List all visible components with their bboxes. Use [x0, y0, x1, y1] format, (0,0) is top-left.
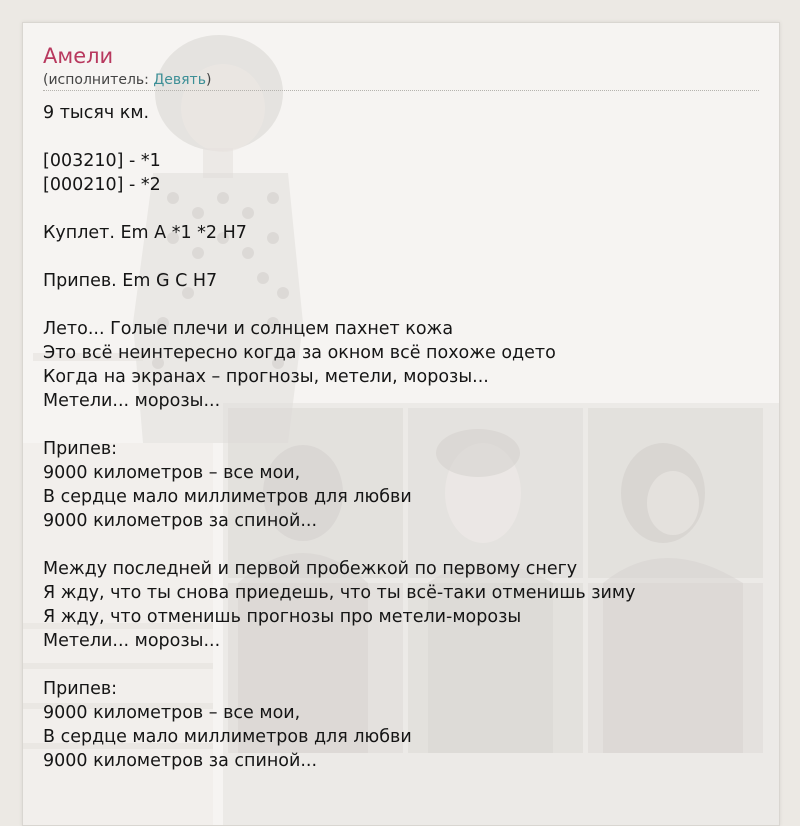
artist-prefix: (исполнитель:: [43, 72, 154, 88]
lyric-line: Припев:: [43, 439, 118, 459]
lyric-line: Я жду, что ты снова приедешь, что ты всё-таки отменишь зиму: [43, 583, 636, 603]
lyric-line: 9000 километров за спиной...: [43, 511, 318, 531]
lyric-line: Метели... морозы...: [43, 631, 221, 651]
lyric-line: Это всё неинтересно когда за окном всё похоже одето: [43, 343, 556, 363]
song-title: Амели: [43, 44, 114, 68]
artist-link[interactable]: Девять: [153, 72, 206, 88]
header-divider: [43, 90, 759, 91]
lyric-line: Метели... морозы...: [43, 391, 221, 411]
lyric-line: В сердце мало миллиметров для любви: [43, 487, 412, 507]
lyric-line: Между последней и первой пробежкой по первому снегу: [43, 559, 578, 579]
artist-line: [43, 71, 211, 89]
lyrics-text: [43, 101, 635, 773]
lyric-line: 9000 километров – все мои,: [43, 703, 301, 723]
lyric-line: 9000 километров – все мои,: [43, 463, 301, 483]
lyric-line: Припев:: [43, 679, 118, 699]
lyric-line: Припев. Em G C H7: [43, 271, 218, 291]
lyric-line: Лето... Голые плечи и солнцем пахнет кожа: [43, 319, 454, 339]
artist-suffix: ): [205, 72, 212, 88]
song-content: [23, 23, 779, 825]
lyric-line: 9 тысяч км.: [43, 103, 150, 123]
lyric-line: 9000 километров за спиной...: [43, 751, 318, 771]
lyric-line: Когда на экранах – прогнозы, метели, морозы...: [43, 367, 489, 387]
lyric-line: [000210] - *2: [43, 175, 161, 195]
lyric-line: Я жду, что отменишь прогнозы про метели-морозы: [43, 607, 522, 627]
lyric-line: Куплет. Em A *1 *2 H7: [43, 223, 247, 243]
lyric-line: [003210] - *1: [43, 151, 161, 171]
lyric-line: В сердце мало миллиметров для любви: [43, 727, 412, 747]
song-panel: [22, 22, 780, 826]
